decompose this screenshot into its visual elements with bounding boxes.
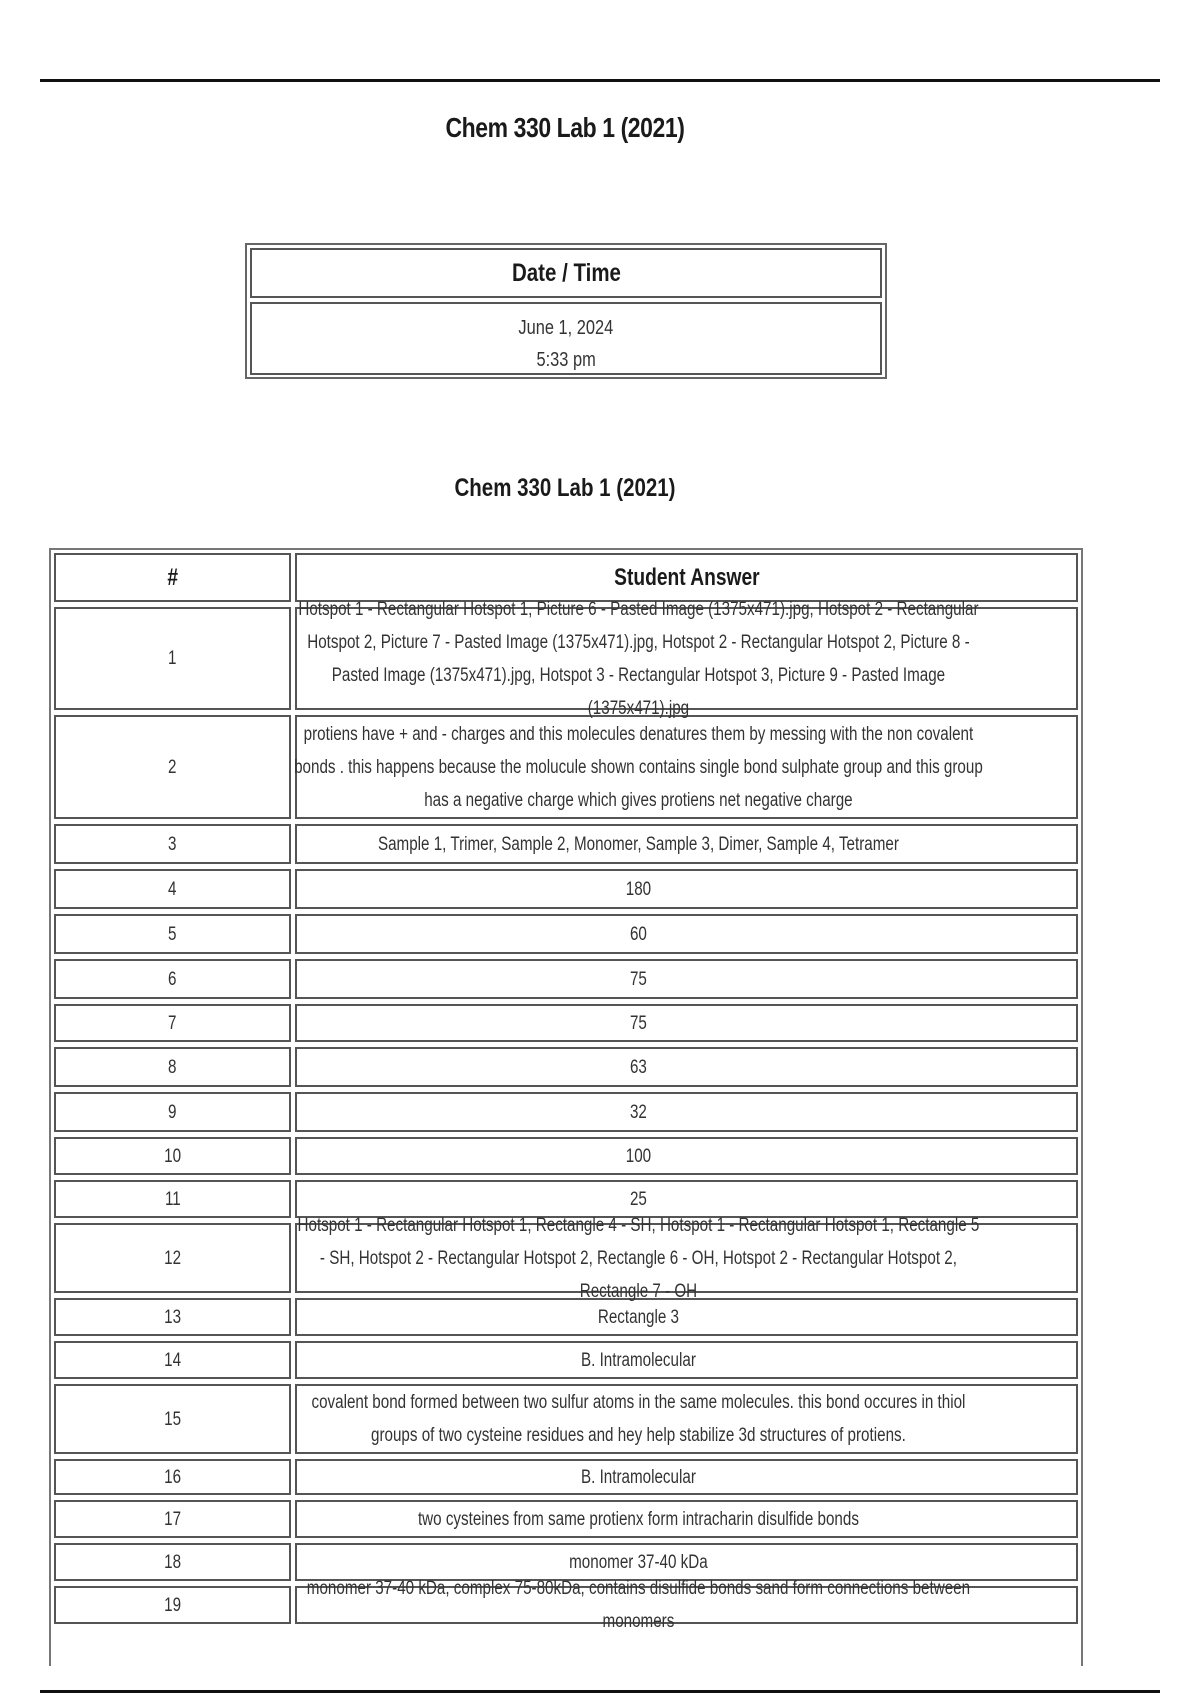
question-number-cell <box>54 1384 291 1454</box>
question-number: 13 <box>164 1306 181 1328</box>
table-title: Chem 330 Lab 1 (2021) <box>454 474 676 502</box>
question-number-cell <box>54 1047 291 1087</box>
student-answer-cell <box>295 598 1078 719</box>
question-number: 16 <box>164 1466 181 1488</box>
question-number-cell <box>54 1298 291 1336</box>
question-number: 2 <box>168 756 177 778</box>
student-answer: 75 <box>630 968 648 990</box>
student-answer: 180 <box>625 878 652 900</box>
question-number: 1 <box>168 648 177 669</box>
table-row <box>54 1047 1078 1087</box>
student-answer-cell <box>295 1578 1078 1632</box>
question-number: 18 <box>164 1551 181 1573</box>
table-row <box>54 1004 1078 1042</box>
time-value: 5:33 pm <box>536 349 596 371</box>
student-answer: Sample 1, Trimer, Sample 2, Monomer, Sample 3, Dimer, Sample 4, Tetramer <box>378 833 900 855</box>
question-number: 10 <box>164 1145 181 1167</box>
student-answer-cell <box>295 1092 1078 1132</box>
question-number: 11 <box>164 1188 181 1210</box>
question-number: 12 <box>164 1247 181 1269</box>
student-answer: monomer 37-40 kDa, complex 75-80kDa, contains disulfide bonds sand form connections between monomers <box>306 1578 971 1632</box>
student-answer: monomer 37-40 kDa <box>569 1551 708 1573</box>
question-number-cell <box>54 1137 291 1175</box>
student-answer-cell <box>295 824 1078 864</box>
student-answer-cell <box>295 914 1078 954</box>
question-number-cell <box>54 1459 291 1495</box>
question-number: 15 <box>164 1408 181 1430</box>
date-time-header-label: Date / Time <box>511 259 621 287</box>
question-number-cell <box>54 607 291 710</box>
table-row <box>54 1384 1078 1454</box>
student-answer-cell <box>295 1298 1078 1336</box>
question-number: 4 <box>168 878 177 900</box>
student-answer: Hotspot 1 - Rectangular Hotspot 1, Picture 6 - Pasted Image (1375x471).jpg, Hotspot 2 - Rectangular Hotspot 2, Picture 7 - Pasted Image (1375x471).jpg, Hotspot 2 - Rectangular Hotspot 2, Picture 8 - Pasted Image (1375x471).jpg, Hotspot 3 - Rectangular Hotspot 3, Picture 9 - Pasted Image (1375x471).jpg <box>298 598 979 719</box>
student-answer-cell <box>295 1047 1078 1087</box>
question-number-cell <box>54 824 291 864</box>
question-number-cell <box>54 914 291 954</box>
question-number: 14 <box>164 1349 181 1371</box>
question-number-cell <box>54 1543 291 1581</box>
table-row <box>54 869 1078 909</box>
question-number: 7 <box>168 1012 177 1034</box>
student-answer: 63 <box>630 1056 648 1078</box>
table-row <box>54 1214 1078 1302</box>
question-number-cell <box>54 1004 291 1042</box>
student-answer-cell <box>295 1459 1078 1495</box>
student-answer: Hotspot 1 - Rectangular Hotspot 1, Rectangle 4 - SH, Hotspot 1 - Rectangular Hotspot 1, Rectangle 5 - SH, Hotspot 2 - Rectangular Hotspot 2, Rectangle 6 - OH, Hotspot 2 - Rectangular Hotspot 2, Rectangle 7 - OH <box>297 1214 980 1302</box>
number-column-header <box>54 553 291 602</box>
student-answer: B. Intramolecular <box>581 1466 697 1488</box>
question-number: 9 <box>168 1101 177 1123</box>
question-number-cell <box>54 1341 291 1379</box>
student-answer-cell <box>295 1137 1078 1175</box>
student-answer-cell <box>295 869 1078 909</box>
student-answer: covalent bond formed between two sulfur atoms in the same molecules. this bond occures in thiol groups of two cysteine residues and hey help stabilize 3d structures of protiens. <box>311 1392 966 1446</box>
question-number: 19 <box>164 1594 181 1616</box>
table-row <box>54 1459 1078 1495</box>
answers-body <box>54 598 1078 1632</box>
table-row <box>54 1298 1078 1336</box>
answer-column-header-label: Student Answer <box>613 564 760 591</box>
question-number: 5 <box>168 923 177 945</box>
number-column-header-label: # <box>167 564 178 591</box>
student-answer-cell <box>295 1341 1078 1379</box>
student-answer: 100 <box>625 1145 652 1167</box>
question-number-cell <box>54 869 291 909</box>
question-number-cell <box>54 715 291 819</box>
table-row <box>54 914 1078 954</box>
question-number-cell <box>54 1180 291 1218</box>
question-number: 6 <box>168 968 177 990</box>
date-time-header <box>250 248 882 298</box>
table-row <box>54 1092 1078 1132</box>
student-answer-cell <box>295 1214 1078 1302</box>
question-number-cell <box>54 1092 291 1132</box>
date-value: June 1, 2024 <box>518 317 614 339</box>
student-answer-cell <box>295 1500 1078 1538</box>
question-number-cell <box>54 1500 291 1538</box>
student-answer: protiens have + and - charges and this molecules denatures them by messing with the non covalent bonds . this happens because the molucule shown contains single bond sulphate group and this group has a negative charge which gives protiens net negative charge <box>294 723 983 811</box>
bottom-rule <box>40 1690 1160 1693</box>
student-answer: 60 <box>630 923 648 945</box>
question-number: 3 <box>168 833 177 855</box>
table-row <box>54 598 1078 719</box>
question-number-cell <box>54 1223 291 1293</box>
student-answer: B. Intramolecular <box>581 1349 697 1371</box>
student-answer-cell <box>295 715 1078 819</box>
table-row <box>54 824 1078 864</box>
table-row <box>54 715 1078 819</box>
table-row <box>54 1500 1078 1538</box>
student-answer: Rectangle 3 <box>598 1306 680 1328</box>
table-row <box>54 1578 1078 1632</box>
student-answer: 32 <box>630 1101 648 1123</box>
table-row <box>54 1341 1078 1379</box>
question-number: 8 <box>168 1056 177 1078</box>
student-answer-cell <box>295 1004 1078 1042</box>
student-answer-cell <box>295 1384 1078 1454</box>
question-number-cell <box>54 959 291 999</box>
question-number-cell <box>54 1586 291 1624</box>
date-time-value <box>250 302 882 375</box>
student-answer-cell <box>295 959 1078 999</box>
student-answer: two cysteines from same protienx form intracharin disulfide bonds <box>418 1508 860 1530</box>
table-row <box>54 959 1078 999</box>
page-title: Chem 330 Lab 1 (2021) <box>445 112 685 143</box>
top-rule <box>40 79 1160 82</box>
question-number: 17 <box>164 1508 181 1530</box>
table-row <box>54 1137 1078 1175</box>
answers-table <box>49 548 1083 1666</box>
date-time-table <box>245 243 887 379</box>
student-answer: 25 <box>630 1188 648 1210</box>
student-answer: 75 <box>630 1012 648 1034</box>
